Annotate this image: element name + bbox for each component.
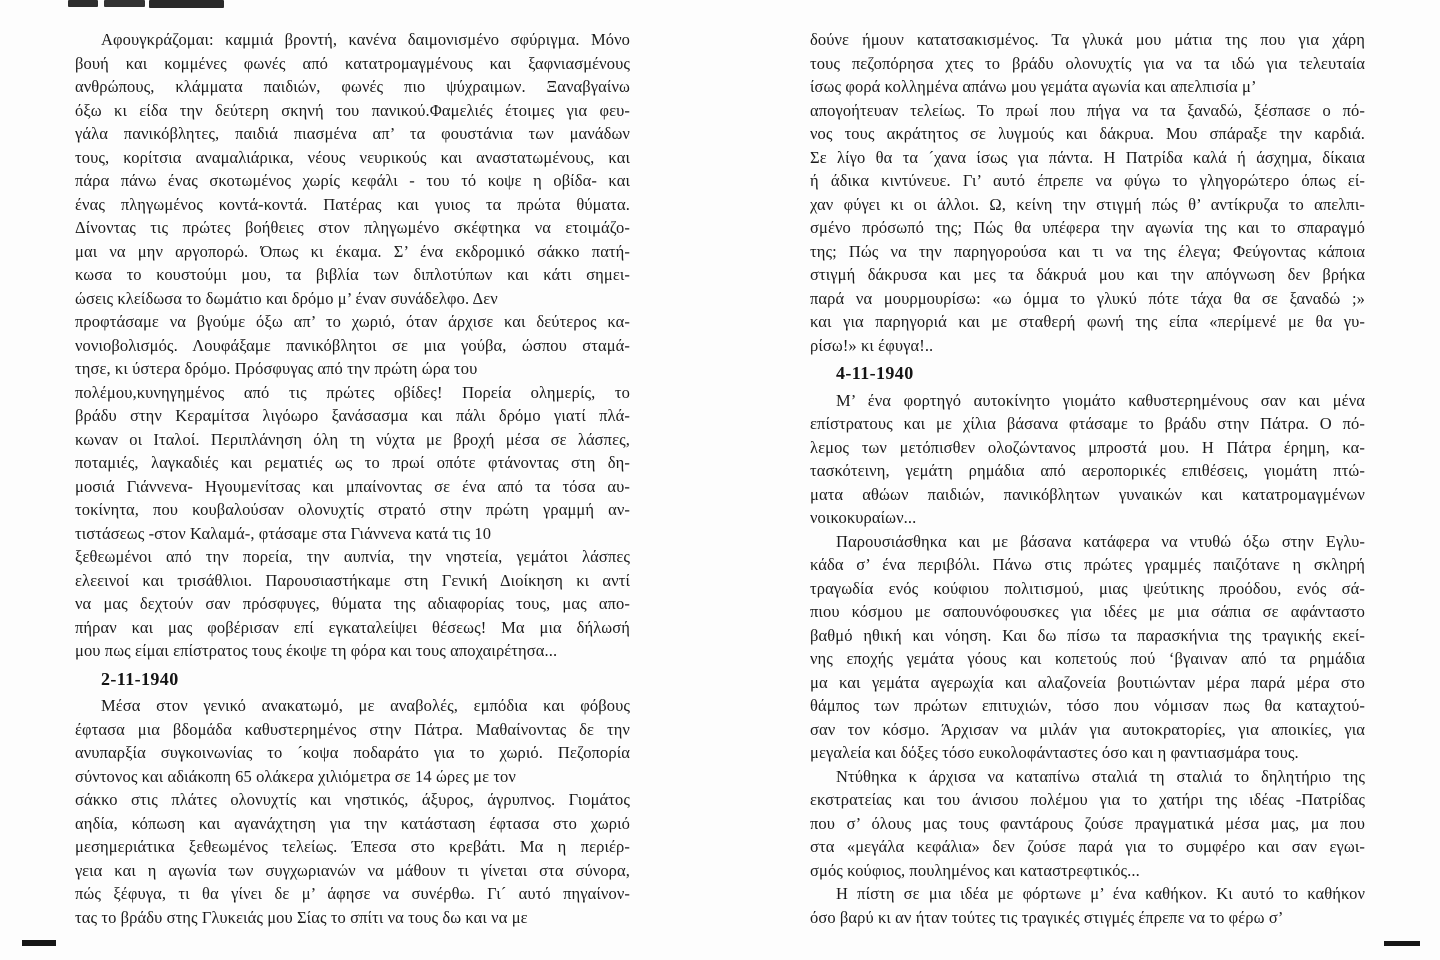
text-line: βράδυ στην Κεραμίτσα λιγόωρο ξανάσασμα και πάλι δρόμο γιατί πλά- bbox=[75, 406, 630, 425]
text-line: Μ’ ένα φορτηγό αυτοκίνητο γιομάτο καθυστερημένους σαν και μένα bbox=[836, 390, 1365, 410]
text-line: πάρα πάνω ένας σκοτωμένος χωρίς κεφάλι - του τό κοψε η οβίδα- και bbox=[75, 171, 630, 190]
text-line: ή άδικα κιντύνευε. Γι’ αυτό έπρεπε να φύγω το γληγορώτερο όπως εί- bbox=[810, 171, 1365, 190]
text-line: και για παρηγοριά και με σταθερή φωνή της είπα «περίμενέ με θα γυ- bbox=[810, 312, 1365, 331]
text-line: γάλα πανικόβλητες, παιδιά πιασμένα απ’ τα φουστάνια των μανάδων bbox=[75, 124, 630, 143]
text-line: πιου κόσμου με σαπουνόφουσκες για ιδέες με μια σάπια σε αφάνταστο bbox=[810, 602, 1365, 621]
text-line: να μας δεχτούν σαν πρόσφυγες, θύματα της αδιαφορίας τους, μας απο- bbox=[75, 594, 630, 613]
text-line: δούνε ήμουν κατατσακισμένος. Τα γλυκά μου μάτια της που για χάρη bbox=[810, 30, 1365, 49]
text-line: πώς ξέφυγα, τι θα γίνει δε μ’ άφησε να συνέρθω. Γι´ αυτό πηγαίνον- bbox=[75, 884, 630, 903]
text-line: μου πως είμαι επίστρατος τους έκοψε τη φόρα και τους αποχαιρέτησα... bbox=[75, 641, 558, 660]
text-line: μεσημεριάτικα ξεθεωμένος τελείως. Έπεσα στο κρεβάτι. Μα η περιέρ- bbox=[75, 837, 630, 856]
paragraph bbox=[810, 28, 1365, 357]
text-line: όσο βαρύ κι αν ήταν τούτες τις τραγικές στιγμές έπρεπε να το φέρω σ’ bbox=[810, 907, 1284, 927]
text-line: ώσεις κλείδωσα το δωμάτιο και δρόμο μ’ έναν συνάδελφο. Δεν bbox=[75, 288, 498, 308]
text-line: Μέσα στον γενικό ανακατωμό, με αναβολές, εμπόδια και φόβους bbox=[101, 696, 630, 715]
text-line: ανυπαρξία συγκοινωνίας το ´κοψα ποδαράτο για το χωριό. Πεζοπορία bbox=[75, 743, 630, 762]
text-line: που σ’ όλους μας τους φαντάρους ζούσε πραγματικά μέσα μας, μα που bbox=[810, 813, 1365, 833]
paragraph bbox=[75, 694, 630, 929]
text-line: τασκότεινη, γεμάτη ρημάδια από αεροπορικές επιθέσεις, γιομάτη πτώ- bbox=[810, 461, 1365, 480]
text-line: βαθμό ηθική και νόηση. Και δω πίσω τα παρασκήνια της τραγικής εκεί- bbox=[810, 625, 1365, 645]
text-line: τους πεζοπόρησα χτες το βράδυ ολονυχτίς για να τα ιδώ για τελευταία bbox=[810, 53, 1365, 73]
text-line: στιγμή δάκρυσα και μες τα δάκρυά μου και την απόγνωση δεν βρήκα bbox=[810, 265, 1365, 284]
text-line: σάκκο στις πλάτες ολονυχτίς και νηστικός, άξυρος, άγρυπνος. Γιομάτος bbox=[75, 790, 630, 809]
text-line: όξω κι είδα την δεύτερη σκηνή του πανικού.Φαμελιές έτοιμες για φευ- bbox=[75, 100, 630, 120]
text-line: τους, κορίτσια αναμαλιάρικα, νέους νευρικούς και αναστατωμένους, και bbox=[75, 147, 630, 167]
text-line: βουή και κομμένες φωνές από κατατρομαγμένους και ξαφνιασμένους bbox=[75, 53, 630, 73]
text-line: Παρουσιάσθηκα και με βάσανα κατάφερα να ντυθώ όξω στην Εγλυ- bbox=[836, 531, 1365, 551]
text-line: απογοήτευαν τελείως. Το πρωί που πήγα να τα ξαναδώ, ξέσπασε ο πό- bbox=[810, 100, 1365, 120]
text-line: Σε λίγο θα τα ´χανα ίσως για πάντα. Η Πατρίδα καλά ή άσχημα, δίκαια bbox=[810, 147, 1365, 167]
text-line: σαν τον κόσμο. Άρχισαν να μιλάν για αυτοκρατορίες, για αποικίες, για bbox=[810, 719, 1365, 739]
text-line: σμένο πρόσωπό της; Πώς θα υπέφερα την αγωνία της και το σπαραγμό bbox=[810, 218, 1365, 237]
paragraph bbox=[810, 389, 1365, 530]
date-heading: 2-11-1940 bbox=[101, 668, 179, 689]
text-line: νης εποχής γεμάτα γόους και κοπετούς πού ‘βγαιναν από τα ρημάδια bbox=[810, 649, 1365, 668]
text-line: ρίσω!» κι έφυγα!.. bbox=[810, 335, 934, 355]
text-line: τας το βράδυ στης Γλυκειάς μου Σίας το σπίτι να τους δω και να με bbox=[75, 907, 528, 927]
text-line: γεια και η αγωνία των συγχωριανών να μάθουν τι γίνεται στα σύνορα, bbox=[75, 860, 630, 880]
text-line: νος τους ακράτητος σε λυγμούς και δάκρυα. Μου σπάραξε την καρδιά. bbox=[810, 124, 1365, 143]
page-right bbox=[810, 28, 1365, 929]
page-left bbox=[75, 28, 630, 929]
date-heading: 4-11-1940 bbox=[836, 363, 914, 383]
text-line: μοσιά Γιάννενα- Ηγουμενίτσας και μπαίνοντας σε ένα από τα τόσα αυ- bbox=[75, 476, 630, 496]
footer-dash-right bbox=[1384, 941, 1420, 946]
text-line: χαν φύγει κι οι άλλοι. Ω, κείνη την στιγμή πώς θ’ αντίκρυζα το απελπι- bbox=[810, 194, 1365, 214]
text-line: ίσως φορά κολλημένα απάνω μου γεμάτα αγωνία και απελπισία μ’ bbox=[810, 77, 1257, 96]
text-line: αηδία, κόπωση και αγανάχτηση για την κατάσταση έφτασα στο χωριό bbox=[75, 813, 630, 833]
paragraph bbox=[75, 28, 630, 663]
text-line: τοκίνητα, που κουβαλούσαν ολονυχτίς στρατό στην πρώτη γραμμή αν- bbox=[75, 500, 630, 519]
text-line: κάδα σ’ ένα περιβόλι. Πάνω στις πρώτες γραμμές παιζότανε η σκληρή bbox=[810, 555, 1365, 574]
text-line: τησε, κι ύστερα δρόμο. Πρόσφυγας από την πρώτη ώρα του bbox=[75, 359, 478, 378]
text-line: ματα αθώων παιδιών, πανικόβλητων γυναικών και κατατρομαγμένων bbox=[810, 484, 1365, 504]
text-line: νοικοκυραίων... bbox=[810, 508, 917, 527]
text-line: της; Πώς να την παρηγορούσα και τι να της έλεγα; Φεύγοντας κάποια bbox=[810, 241, 1365, 261]
text-line: ένας πληγωμένος κοντά-κοντά. Πατέρας και γυιος τα πρώτα θύματα. bbox=[75, 194, 630, 214]
text-line: κωσα το κουστούμι μου, τα βιβλία των διπλοτύπων και κάτι σημει- bbox=[75, 265, 630, 284]
text-line: ανθρώπους, κλάμματα παιδιών, φωνές πιο ψύχραιμων. Ξαναβγαίνω bbox=[75, 77, 630, 96]
text-line: μα και γεμάτα αγερωχία και αλαζονεία βουτιώνταν μέρα παρά μέρα στο bbox=[810, 672, 1365, 692]
text-line: έφτασα μια βδομάδα καθυστερημένος στην Πάτρα. Μαθαίνοντας δε την bbox=[75, 719, 630, 739]
text-line: πολέμου,κυνηγημένος από τις πρώτες οβίδες! Πορεία ολημερίς, το bbox=[75, 382, 630, 402]
text-line: προφτάσαμε να βγούμε όξω απ’ το χωριό, όταν άρχισε και δεύτερος κα- bbox=[75, 312, 630, 331]
text-line: θάμπος των πρώτων επιτυχιών, τόσο που νόμισαν πως θα καταχτού- bbox=[810, 696, 1365, 715]
top-edge-ink-mark bbox=[149, 0, 224, 8]
top-edge-ink-mark bbox=[68, 0, 98, 7]
text-line: ποταμιές, λαγκαδιές και ρεματιές ως το πρωί οπότε φτάνοντας στη δη- bbox=[75, 453, 630, 472]
text-line: Ντύθηκα κ άρχισα να καταπίνω σταλιά τη σταλιά το δηλητήριο της bbox=[836, 766, 1365, 786]
text-line: μεγαλεία και δόξες τόσο ευκολοφάνταστες όσο και η φαντιασμάρα τους. bbox=[810, 743, 1299, 762]
text-line: σύντονος και αδιάκοπη 65 ολάκερα χιλιόμετρα σε 14 ώρες με τον bbox=[75, 766, 516, 786]
text-line: Η πίστη σε μια ιδέα με φόρτωνε μ’ ένα καθήκον. Κι αυτό το καθήκον bbox=[836, 884, 1365, 903]
paragraph bbox=[810, 765, 1365, 883]
text-line: πήραν και μας φοβέρισαν επί εγκαταλείψει θέσεως! Μα μια δήλωσή bbox=[75, 617, 630, 637]
text-line: Δίνοντας τις πρώτες βοήθειες στον πληγωμένο σκέφτηκα να ετοιμάζο- bbox=[75, 218, 630, 237]
text-line: κωναν οι Ιταλοί. Περιπλάνηση όλη τη νύχτα με βροχή μέσα σε λάσπες, bbox=[75, 429, 630, 449]
text-line: παρά να μουρμουρίσω: «ω όμμα το γλυκύ πότε τάχα θα σε ξαναδώ ;» bbox=[810, 288, 1365, 308]
text-line: λεμος των μετόπισθεν ολοζώντανος μπροστά μου. Η Πάτρα έρημη, κα- bbox=[810, 437, 1365, 457]
text-line: σμός κούφιος, πουλημένος και καταστρεφτικός... bbox=[810, 860, 1140, 880]
text-line: επίστρατους και με χίλια βάσανα φτάσαμε το βράδυ στην Πάτρα. Ο πό- bbox=[810, 414, 1365, 433]
text-line: Αφουγκράζομαι: καμμιά βροντή, κανένα δαιμονισμένο σφύριγμα. Μόνο bbox=[101, 30, 630, 49]
text-line: ξεθεωμένοι από την πορεία, την αυπνία, την νηστεία, γεμάτοι λάσπες bbox=[75, 547, 630, 566]
text-line: τιστάσεως -στον Καλαμά-, φτάσαμε στα Γιάννενα κατά τις 10 bbox=[75, 523, 492, 543]
footer-dash-left bbox=[22, 940, 56, 946]
text-line: ελεεινοί και τρισάθλιοι. Παρουσιαστήκαμε στη Γενική Διοίκηση κι αντί bbox=[75, 570, 630, 590]
top-edge-ink-mark bbox=[104, 0, 145, 7]
paragraph bbox=[810, 530, 1365, 765]
text-line: στα «μεγάλα κεφάλια» δεν ζούσε παρά για το συμφέρο και σαν εγωι- bbox=[810, 837, 1365, 856]
text-line: εκστρατείας και του άνισου πολέμου για το χατήρι της ιδέας -Πατρίδας bbox=[810, 790, 1365, 809]
text-line: μαι να μην αργοπορώ. Όπως κι έκαμα. Σ’ ένα εκδρομικό σάκκο πατή- bbox=[75, 241, 630, 261]
text-line: νονιοβολισμός. Λουφάξαμε πανικόβλητοι σε μια γούβα, ώσπου σταμά- bbox=[75, 335, 630, 355]
text-line: τραγωδία ενός κούφιου πολιτισμού, μιας ψεύτικης προόδου, ενός σά- bbox=[810, 578, 1365, 598]
paragraph bbox=[810, 882, 1365, 929]
